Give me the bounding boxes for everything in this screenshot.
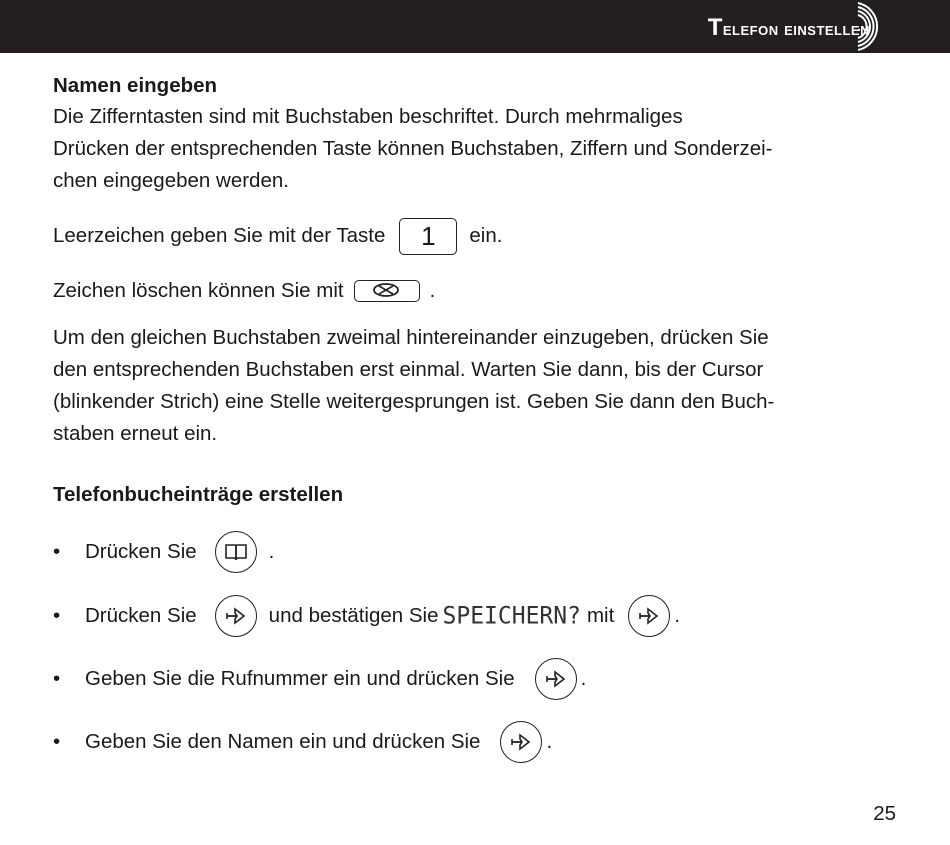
page-header (0, 0, 950, 53)
header-rings-icon (838, 0, 898, 53)
step-4: • Geben Sie den Namen ein und drücken Sie . (53, 720, 552, 764)
header-title: Telefon einstellen (707, 14, 870, 41)
section-heading-telefonbuch: Telefonbucheinträge erstellen (53, 483, 344, 506)
intro-line: Die Zifferntasten sind mit Buchstaben beschriftet. Durch mehrmaliges (53, 105, 683, 128)
step-3: • Geben Sie die Rufnummer ein und drücken Sie . (53, 657, 586, 701)
display-text-speichern: SPEICHERN? (442, 602, 581, 630)
ok-arrow-icon (500, 721, 542, 763)
ok-arrow-icon (628, 595, 670, 637)
space-key-instruction: Leerzeichen geben Sie mit der Taste 1 ein. (53, 216, 502, 256)
intro-line: Drücken der entsprechenden Taste können Buchstaben, Ziffern und Sonderzei- (53, 137, 773, 160)
ok-arrow-icon (215, 595, 257, 637)
step-1: • Drücken Sie . (53, 530, 274, 574)
intro-paragraph (53, 101, 772, 197)
section-heading-namen-eingeben: Namen eingeben (53, 74, 218, 97)
delete-key-icon (354, 280, 420, 302)
repeat-paragraph (53, 322, 774, 450)
repeat-line: staben erneut ein. (53, 422, 218, 445)
repeat-line: Um den gleichen Buchstaben zweimal hintereinander einzugeben, drücken Sie (53, 326, 769, 349)
page-number: 25 (873, 802, 896, 825)
step-2: • Drücken Sie und bestätigen Sie SPEICHERN? mit . (53, 594, 680, 638)
phonebook-book-icon (215, 531, 257, 573)
intro-line: chen eingegeben werden. (53, 169, 289, 192)
key-1-icon: 1 (399, 218, 457, 255)
ok-arrow-icon (535, 658, 577, 700)
repeat-line: (blinkender Strich) eine Stelle weitergesprungen ist. Geben Sie dann den Buch- (53, 390, 775, 413)
delete-key-instruction: Zeichen löschen können Sie mit . (53, 279, 436, 302)
repeat-line: den entsprechenden Buchstaben erst einmal. Warten Sie dann, bis der Cursor (53, 358, 764, 381)
